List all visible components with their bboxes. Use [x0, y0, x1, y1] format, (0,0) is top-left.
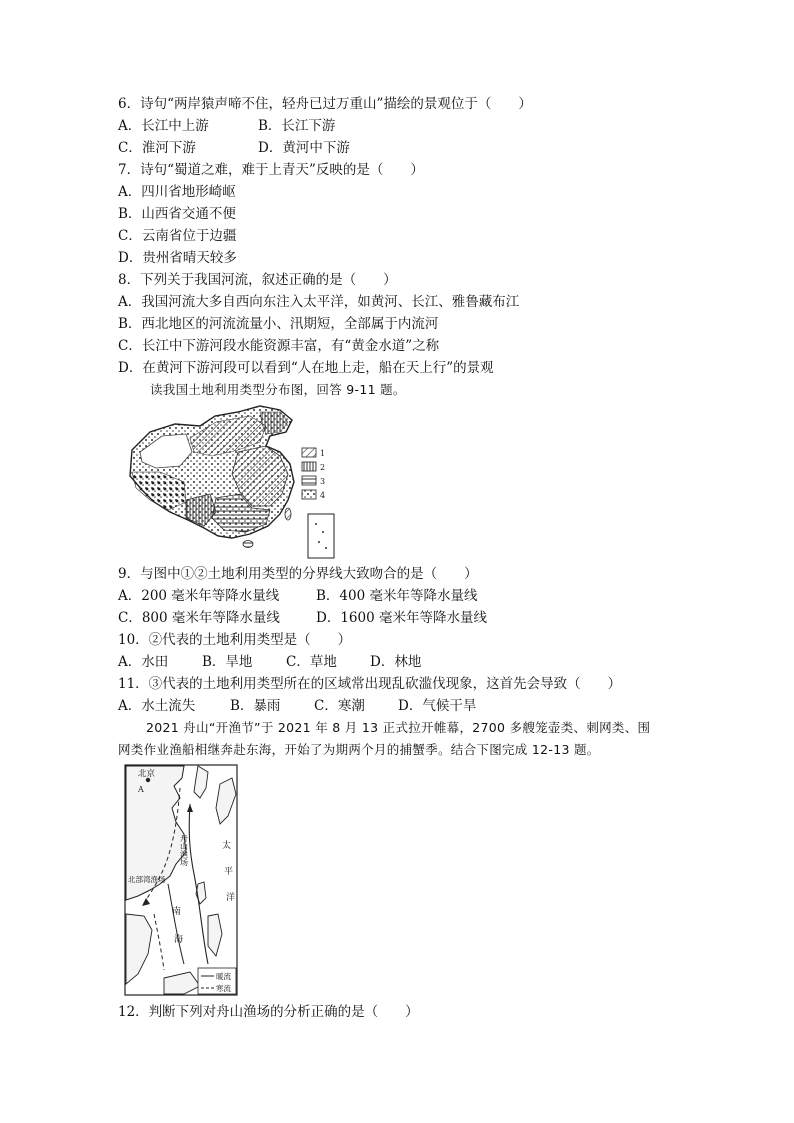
fishery-map-graphic — [124, 764, 238, 996]
q7-option-b: B．山西省交通不便 — [118, 206, 236, 222]
warm-current-legend: 暖流 — [216, 972, 231, 981]
cold-current-legend: 寒流 — [216, 984, 231, 993]
land-use-map-graphic — [120, 402, 352, 562]
q7-option-a: A．四川省地形崎岖 — [118, 184, 236, 200]
q6-option-a: A．长江中上游 — [118, 118, 209, 134]
q7-option-d: D．贵州省晴天较多 — [118, 250, 237, 266]
q8-stem: 8．下列关于我国河流，叙述正确的是（ ） — [118, 272, 397, 288]
q11-option-c: C．寒潮 — [314, 698, 365, 714]
sea-label-1: 南 — [172, 907, 182, 917]
q9-stem: 9．与图中①②土地利用类型的分界线大致吻合的是（ ） — [118, 566, 478, 582]
beijing-label: 北京 — [138, 769, 156, 779]
q8-option-b: B．西北地区的河流流量小、汛期短，全部属于内流河 — [118, 316, 439, 332]
q10-option-c: C．草地 — [286, 654, 337, 670]
q7-option-c: C．云南省位于边疆 — [118, 228, 237, 244]
q10-option-d: D．林地 — [370, 654, 422, 670]
legend-label-3: 3 — [320, 477, 326, 486]
q9-option-c: C．800 毫米年等降水量线 — [118, 610, 280, 626]
q11-option-d: D．气候干旱 — [398, 698, 477, 714]
q10-stem: 10．②代表的土地利用类型是（ ） — [118, 632, 352, 648]
ocean-label-3: 洋 — [226, 893, 236, 903]
zhoushan-fishery-label: 舟山渔场 — [179, 834, 189, 866]
q11-option-a: A．水土流失 — [118, 698, 196, 714]
map1-intro: 读我国土地利用类型分布图，回答 9-11 题。 — [150, 382, 406, 397]
legend-label-4: 4 — [320, 491, 326, 500]
q10-option-a: A．水田 — [118, 654, 169, 670]
q8-option-a: A．我国河流大多自西向东注入太平洋，如黄河、长江、雅鲁藏布江 — [118, 294, 520, 310]
q6-option-b: B．长江下游 — [258, 118, 336, 134]
q12-stem: 12．判断下列对舟山渔场的分析正确的是（ ） — [118, 1004, 419, 1020]
q6-option-c: C．淮河下游 — [118, 140, 196, 156]
sea-label-2: 海 — [174, 935, 184, 945]
q10-option-b: B．旱地 — [202, 654, 253, 670]
q9-option-d: D．1600 毫米年等降水量线 — [316, 610, 487, 626]
q9-option-b: B．400 毫米年等降水量线 — [316, 588, 478, 604]
q8-option-d: D．在黄河下游河段可以看到“人在地上走，船在天上行”的景观 — [118, 360, 494, 376]
legend-label-1: 1 — [320, 449, 326, 458]
q8-option-c: C．长江中下游河段水能资源丰富，有“黄金水道”之称 — [118, 338, 440, 354]
fishery-map — [124, 764, 238, 996]
q11-option-b: B．暴雨 — [230, 698, 281, 714]
land-use-map — [120, 402, 352, 562]
ocean-label-1: 太 — [222, 841, 232, 851]
q6-stem: 6．诗句“两岸猿声啼不住，轻舟已过万重山”描绘的景观位于（ ） — [118, 96, 532, 112]
passage-line-1: 2021 舟山“开渔节”于 2021 年 8 月 13 正式拉开帷幕，2700 多艘笼壶类、刺网类、围 — [146, 720, 651, 735]
q6-option-d: D．黄河中下游 — [258, 140, 350, 156]
passage-line-2: 网类作业渔船相继奔赴东海，开始了为期两个月的捕蟹季。结合下图完成 12-13 题。 — [118, 742, 600, 757]
q11-stem: 11．③代表的土地利用类型所在的区域常出现乱砍滥伐现象，这首先会导致（ ） — [118, 676, 622, 692]
point-a-label: A — [138, 785, 144, 794]
q7-stem: 7．诗句“蜀道之难，难于上青天”反映的是（ ） — [118, 162, 424, 178]
legend-label-2: 2 — [320, 463, 326, 472]
ocean-label-2: 平 — [224, 867, 234, 877]
q9-option-a: A．200 毫米年等降水量线 — [118, 588, 280, 604]
beibu-fishery-label: 北部湾渔场 — [128, 875, 166, 884]
